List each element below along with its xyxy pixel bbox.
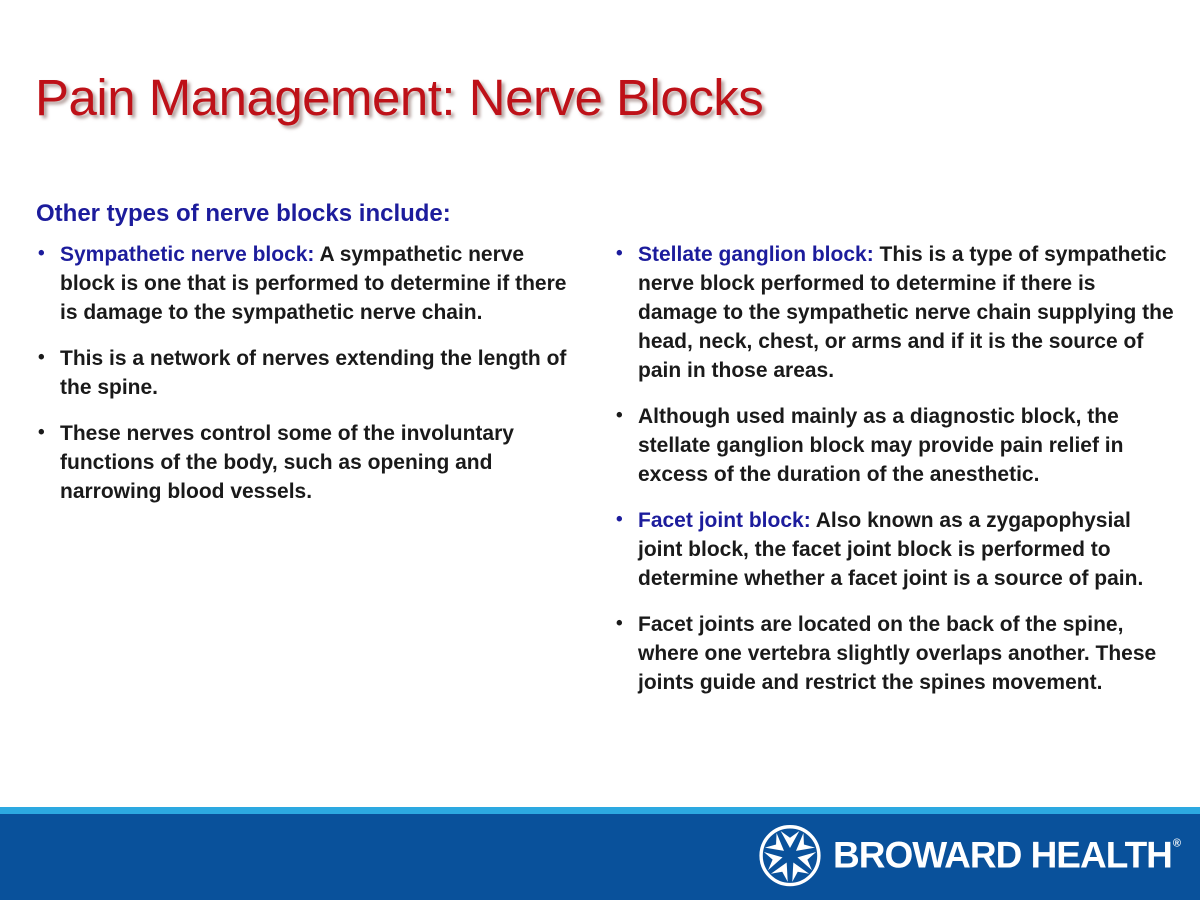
bullet-columns bbox=[36, 240, 1176, 714]
bullet-text: This is a type of sympathetic nerve block performed to determine if there is damage to the sympathetic nerve chain supplying the head, neck, chest, or arms and if it is the source of pain in those areas. bbox=[638, 243, 1174, 382]
list-item bbox=[614, 610, 1176, 697]
bullet-list-left bbox=[36, 240, 584, 506]
registered-mark: ® bbox=[1172, 837, 1180, 850]
footer-bar bbox=[0, 807, 1200, 900]
bullet-lead: Stellate ganglion block: bbox=[638, 243, 874, 266]
list-item bbox=[614, 402, 1176, 489]
list-item bbox=[614, 240, 1176, 385]
bullet-text: Facet joints are located on the back of the spine, where one vertebra slightly overlaps another. These joints guide and restrict the spines movement. bbox=[638, 613, 1157, 694]
broward-health-logo bbox=[756, 822, 1180, 890]
bullet-lead: Sympathetic nerve block: bbox=[60, 243, 315, 266]
footer-dark-bar bbox=[0, 814, 1200, 900]
left-column bbox=[36, 240, 584, 714]
list-item bbox=[614, 506, 1176, 593]
footer-light-stripe bbox=[0, 807, 1200, 814]
list-item bbox=[36, 419, 584, 506]
page-title: Pain Management: Nerve Blocks bbox=[35, 69, 764, 126]
section-heading: Other types of nerve blocks include: bbox=[36, 200, 451, 227]
bullet-text: Although used mainly as a diagnostic block, the stellate ganglion block may provide pain relief in excess of the duration of the anesthetic. bbox=[638, 405, 1124, 486]
bullet-text: A sympathetic nerve block is one that is performed to determine if there is damage to the sympathetic nerve chain. bbox=[60, 243, 567, 324]
bullet-text: Also known as a zygapophysial joint block, the facet joint block is performed to determine whether a facet joint is a source of pain. bbox=[638, 509, 1144, 590]
brand-wordmark bbox=[833, 835, 1180, 877]
list-item bbox=[36, 344, 584, 402]
bullet-text: This is a network of nerves extending the length of the spine. bbox=[60, 347, 567, 399]
bullet-list-right bbox=[614, 240, 1176, 697]
list-item bbox=[36, 240, 584, 327]
star-circle-icon bbox=[756, 822, 824, 890]
right-column bbox=[614, 240, 1176, 714]
brand-name: BROWARD HEALTH bbox=[833, 834, 1172, 876]
bullet-lead: Facet joint block: bbox=[638, 509, 811, 532]
bullet-text: These nerves control some of the involuntary functions of the body, such as opening and narrowing blood vessels. bbox=[60, 422, 514, 503]
